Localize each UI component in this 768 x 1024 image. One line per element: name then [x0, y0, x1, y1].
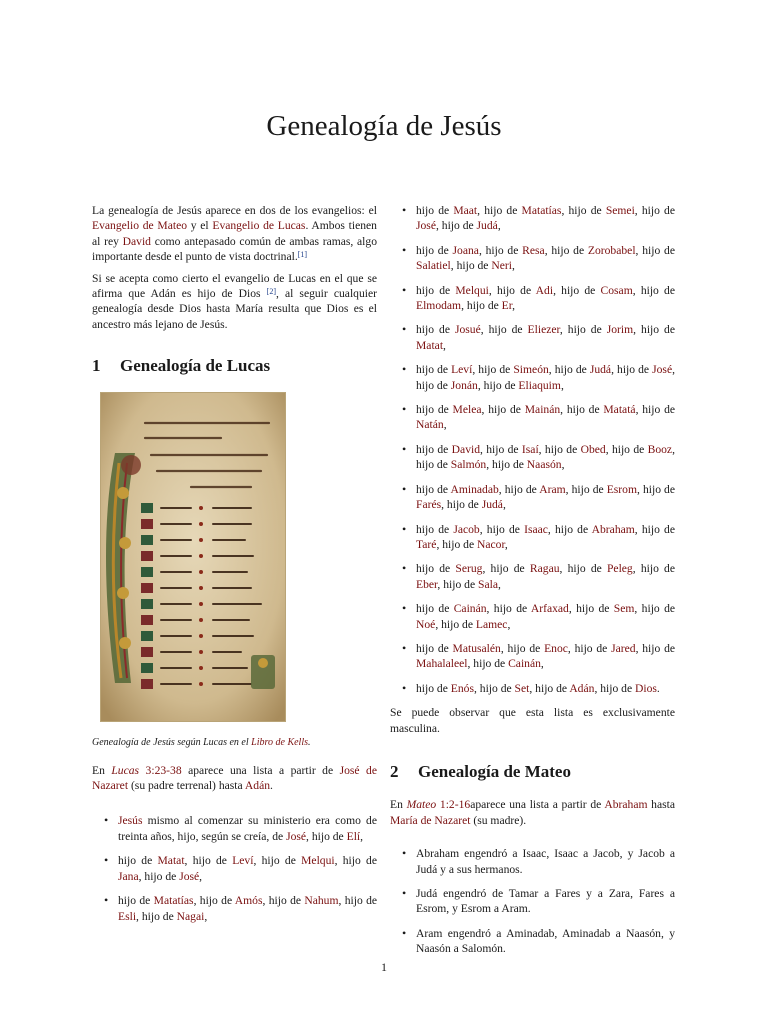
text: hijo de	[416, 522, 454, 536]
text: La genealogía de Jesús aparece en dos de los evangelios: el	[92, 204, 377, 217]
text: , hijo de	[611, 363, 653, 377]
person-link[interactable]: Set	[514, 681, 530, 695]
text: , hijo de	[529, 681, 570, 695]
text: , hijo de	[488, 283, 536, 297]
person-link[interactable]: Leví	[232, 854, 254, 868]
person-link[interactable]: Melqui	[455, 283, 489, 297]
person-link[interactable]: Taré	[416, 537, 437, 551]
person-link[interactable]: Semei	[605, 204, 635, 217]
person-link[interactable]: Eber	[416, 577, 438, 591]
person-link[interactable]: Ragau	[529, 562, 560, 576]
person-link[interactable]: Matatías	[153, 894, 194, 908]
text: , hijo de	[635, 243, 675, 257]
text: ,	[560, 378, 564, 392]
person-link[interactable]: Noé	[416, 617, 436, 631]
person-link[interactable]: Jana	[118, 869, 139, 883]
section-heading-lucas	[92, 356, 377, 376]
text: , hijo de	[472, 363, 514, 377]
text: ,	[502, 498, 506, 512]
text: ,	[199, 869, 203, 883]
person-link[interactable]: Eliezer	[527, 323, 560, 337]
text: , hijo de	[473, 681, 515, 695]
text: (su madre).	[470, 813, 527, 827]
text: , hijo de	[560, 403, 604, 417]
text: , hijo de	[632, 562, 675, 576]
link-maria-de-nazaret[interactable]: María de Nazaret	[390, 813, 471, 827]
text: , hijo de	[565, 482, 607, 496]
person-link[interactable]: Matat	[416, 338, 444, 352]
text: En	[92, 763, 112, 777]
intro-paragraph-2	[92, 271, 377, 333]
text: hijo de	[416, 403, 453, 417]
text: .	[270, 779, 273, 793]
text: Genealogía de Jesús según Lucas en el	[92, 736, 252, 748]
person-link[interactable]: Cainán	[453, 602, 487, 616]
person-link[interactable]: Maat	[453, 204, 478, 217]
person-link[interactable]: Zorobabel	[587, 243, 636, 257]
person-link[interactable]: Simeón	[513, 363, 549, 377]
text: , hijo de	[450, 259, 492, 273]
person-link[interactable]: Serug	[455, 562, 483, 576]
text: , hijo de	[481, 403, 525, 417]
list-item	[390, 561, 675, 592]
text: hijo de	[416, 681, 451, 695]
person-link[interactable]: José	[286, 829, 307, 843]
text: , hijo de	[561, 204, 606, 217]
lucas-paragraph	[92, 763, 377, 794]
text: como antepasado común de ambas ramas, algo importante desde el punto de vista doctrinal.	[92, 234, 378, 264]
text: . Ambos tienen al rey	[92, 219, 377, 248]
person-link[interactable]: Arfaxad	[530, 602, 569, 616]
text: ,	[507, 617, 511, 631]
left-column	[92, 203, 377, 933]
person-link[interactable]: Matusalén	[452, 641, 501, 655]
person-link[interactable]: Joana	[452, 243, 479, 257]
link-mateo[interactable]: Mateo	[406, 798, 437, 812]
text: , hijo de	[634, 602, 676, 616]
person-link[interactable]: Jonán	[450, 378, 478, 392]
section-number: 2	[390, 761, 399, 781]
text: hijo de	[416, 641, 453, 655]
reference-1[interactable]: [1]	[297, 250, 308, 260]
list-item	[390, 243, 675, 274]
text: , hijo de	[480, 323, 528, 337]
text: .	[656, 681, 660, 695]
text: ,	[504, 537, 508, 551]
text: ,	[540, 657, 544, 671]
text: , hijo de	[594, 681, 636, 695]
page-title: Genealogía de Jesús	[266, 110, 502, 142]
person-link[interactable]: Booz	[647, 442, 673, 456]
text: , hijo de	[482, 562, 530, 576]
matthew-genealogy-list	[390, 846, 675, 956]
text: , hijo de	[479, 522, 525, 536]
person-link[interactable]: Eliaquim	[518, 378, 561, 392]
text: hijo de	[416, 562, 456, 576]
text: ,	[360, 829, 364, 843]
text: hijo de	[118, 894, 154, 908]
person-link[interactable]: Neri	[491, 259, 512, 273]
link-evangelio-mateo[interactable]: Evangelio de Mateo	[92, 219, 188, 233]
luke-genealogy-list-left	[92, 813, 377, 923]
list-item	[390, 522, 675, 553]
person-link[interactable]: Jesús	[118, 814, 143, 828]
person-link[interactable]: Matatá	[603, 403, 636, 417]
list-item	[390, 482, 675, 513]
person-link[interactable]: Salmón	[450, 458, 487, 472]
text: hijo de	[416, 363, 452, 377]
text: , hijo de	[461, 299, 502, 313]
text: hijo de	[416, 323, 455, 337]
person-link[interactable]: Dios	[635, 681, 657, 695]
list-item: • Aram engendró a Aminadab, Aminadab a Naasón, y Naasón a Salomón.	[390, 926, 675, 957]
link-jose-de-nazaret[interactable]: José de Nazaret	[92, 763, 377, 793]
text: , hijo de	[538, 442, 581, 456]
person-link[interactable]: Sala	[478, 577, 498, 591]
luke-genealogy-list-right	[390, 203, 675, 696]
person-link[interactable]: Er	[501, 299, 513, 313]
list-item	[390, 203, 675, 234]
list-item	[390, 442, 675, 473]
person-link[interactable]: Jorim	[606, 323, 634, 337]
text: , hijo de	[567, 641, 612, 655]
list-item	[390, 283, 675, 314]
link-lucas-verses[interactable]: 3:23-38	[145, 763, 182, 777]
list-item	[390, 322, 675, 353]
list-item	[390, 402, 675, 433]
person-link[interactable]: Salatiel	[416, 259, 451, 273]
person-link[interactable]: Mainán	[524, 403, 561, 417]
person-link[interactable]: Cosam	[600, 283, 633, 297]
person-link[interactable]: Adán	[569, 681, 595, 695]
text: , hijo de	[486, 602, 531, 616]
text: , hijo de	[636, 482, 675, 496]
person-link[interactable]: Adi	[535, 283, 554, 297]
text: hijo de	[416, 243, 453, 257]
person-link[interactable]: Mahalaleel	[416, 657, 468, 671]
person-link[interactable]: David	[451, 442, 481, 456]
text: aparece una lista a partir de	[181, 763, 340, 777]
text: , hijo de	[435, 219, 477, 233]
right-column	[390, 203, 675, 966]
person-link[interactable]: Jared	[611, 641, 636, 655]
person-link[interactable]: Abraham	[591, 522, 635, 536]
text: En	[390, 798, 407, 812]
text: , hijo de	[632, 283, 675, 297]
list-item: • Abraham engendró a Isaac, Isaac a Jacob, y Jacob a Judá y a sus hermanos.	[390, 846, 675, 877]
text: , hijo de	[136, 909, 177, 923]
person-link[interactable]: Nagai	[176, 909, 205, 923]
text: ,	[204, 909, 208, 923]
list-item	[390, 681, 675, 696]
person-link[interactable]: Judá	[481, 498, 503, 512]
list-item	[390, 641, 675, 672]
person-link[interactable]: Matatías	[521, 204, 562, 217]
person-link[interactable]: Josué	[454, 323, 481, 337]
text: hijo de	[416, 283, 456, 297]
text: ,	[497, 577, 501, 591]
text: , hijo de	[634, 204, 675, 217]
text: , hijo de	[548, 363, 590, 377]
luke-note: Se puede observar que esta lista es exclusivamente masculina.	[390, 706, 675, 735]
text: y el	[187, 219, 213, 233]
person-link[interactable]: Peleg	[606, 562, 633, 576]
person-link[interactable]: Jacob	[453, 522, 480, 536]
list-item: • Judá engendró de Tamar a Fares y a Zara, Fares a Esrom, y Esrom a Aram.	[390, 886, 675, 917]
text: Si se acepta como cierto el evangelio de Lucas en el que se afirma que Adán es hijo de Dios	[92, 271, 377, 301]
section-title: Genealogía de Lucas	[120, 356, 271, 376]
text: ,	[511, 259, 515, 273]
text: , hijo de	[436, 537, 478, 551]
link-david[interactable]: David	[122, 234, 151, 248]
list-item	[92, 853, 377, 884]
person-link[interactable]: Judá	[589, 363, 612, 377]
text: , hijo de	[262, 894, 305, 908]
person-link[interactable]: Lamec	[475, 617, 508, 631]
text: , hijo de	[478, 243, 523, 257]
person-link[interactable]: Enoc	[544, 641, 568, 655]
text: hijo de	[416, 204, 454, 217]
list-item	[390, 601, 675, 632]
text: , hijo de	[253, 854, 302, 868]
person-link[interactable]: Isaac	[524, 522, 548, 536]
book-of-kells-image	[100, 392, 286, 722]
person-link[interactable]: Obed	[580, 442, 606, 456]
person-link[interactable]: Isaí	[521, 442, 539, 456]
mateo-paragraph	[390, 797, 675, 828]
text: , al seguir cualquier genealogía desde Dios hasta María resulta que Dios es el ancestro más lejano de Jesús.	[92, 287, 377, 331]
text: aparece una lista a partir de	[470, 798, 605, 812]
text: , hijo de	[184, 854, 233, 868]
text: , hijo de	[559, 562, 607, 576]
person-link[interactable]: Nahum	[304, 894, 339, 908]
intro-paragraph-1	[92, 203, 377, 265]
text: , hijo de	[568, 602, 614, 616]
person-link[interactable]: Esli	[118, 909, 137, 923]
text: , hijo de	[416, 363, 675, 392]
text: , hijo de	[547, 522, 592, 536]
person-link[interactable]: Elmodam	[416, 299, 462, 313]
person-link[interactable]: Naasón	[526, 458, 562, 472]
person-link[interactable]: Amós	[234, 894, 263, 908]
list-item	[390, 362, 675, 393]
person-link[interactable]: José	[416, 219, 436, 233]
text: , hijo de	[500, 641, 545, 655]
person-link[interactable]: Natán	[416, 418, 444, 432]
list-item	[92, 893, 377, 924]
person-link[interactable]: Matat	[157, 854, 185, 868]
person-link[interactable]: Nacor	[477, 537, 505, 551]
person-link[interactable]: Judá	[476, 219, 498, 233]
figure-caption	[92, 736, 377, 749]
text: , hijo de	[486, 458, 527, 472]
text: ,	[443, 418, 447, 432]
text: , hijo de	[553, 283, 601, 297]
text: ,	[497, 219, 501, 233]
link-lucas[interactable]: Lucas	[111, 763, 140, 777]
text: ,	[561, 458, 565, 472]
person-link[interactable]: Farés	[416, 498, 442, 512]
list-item	[92, 813, 377, 844]
text: , hijo de	[334, 854, 377, 868]
text: (su padre terrenal) hasta	[128, 779, 245, 793]
text: hijo de	[416, 482, 451, 496]
text: , hijo de	[338, 894, 378, 908]
text: , hijo de	[306, 829, 347, 843]
text: .	[308, 736, 311, 748]
text: , hijo de	[559, 323, 607, 337]
text: , hijo de	[634, 522, 675, 536]
text: , hijo de	[477, 378, 519, 392]
person-link[interactable]: José	[652, 363, 673, 377]
text: , hijo de	[635, 641, 676, 655]
person-link[interactable]: Esrom	[606, 482, 637, 496]
text: , hijo de	[437, 577, 478, 591]
person-link[interactable]: Enós	[450, 681, 474, 695]
person-link[interactable]: Sem	[613, 602, 635, 616]
text: ,	[443, 338, 446, 352]
link-adan[interactable]: Adán	[244, 779, 271, 793]
link-libro-de-kells[interactable]: Libro de Kells	[251, 736, 308, 748]
text: , hijo de	[633, 323, 675, 337]
link-evangelio-lucas[interactable]: Evangelio de Lucas	[212, 219, 306, 233]
section-title: Genealogía de Mateo	[418, 761, 571, 781]
person-link[interactable]: Melea	[452, 403, 482, 417]
person-link[interactable]: Resa	[522, 243, 545, 257]
text: ,	[512, 299, 516, 313]
person-link[interactable]: José	[179, 869, 200, 883]
text: , hijo de	[477, 204, 522, 217]
text: mismo al comenzar su ministerio era como de treinta años, hijo, según se creía, de	[118, 814, 377, 843]
text: , hijo de	[498, 482, 540, 496]
person-link[interactable]: Cainán	[508, 657, 541, 671]
text: , hijo de	[193, 894, 235, 908]
link-abraham[interactable]: Abraham	[604, 798, 648, 812]
person-link[interactable]: Leví	[451, 363, 473, 377]
person-link[interactable]: Aminadab	[450, 482, 499, 496]
text: , hijo de	[138, 869, 180, 883]
reference-2[interactable]: [2]	[266, 287, 276, 297]
link-mateo-verses[interactable]: 1:2-16	[439, 798, 471, 812]
section-number: 1	[92, 356, 101, 376]
person-link[interactable]: Aram	[539, 482, 566, 496]
text: , hijo de	[416, 442, 675, 472]
text: , hijo de	[467, 657, 509, 671]
page-number: 1	[381, 960, 387, 974]
text: , hijo de	[544, 243, 588, 257]
text: , hijo de	[480, 442, 522, 456]
text: hasta	[647, 798, 675, 812]
section-heading-mateo	[390, 761, 675, 781]
person-link[interactable]: Elí	[346, 829, 361, 843]
text: , hijo de	[605, 442, 648, 456]
person-link[interactable]: Melqui	[301, 854, 335, 868]
text: , hijo de	[635, 403, 676, 417]
manuscript-illustration	[101, 393, 286, 722]
text: hijo de	[416, 442, 452, 456]
text: , hijo de	[435, 617, 476, 631]
text: hijo de	[118, 854, 158, 868]
text: , hijo de	[441, 498, 482, 512]
text: hijo de	[416, 602, 454, 616]
